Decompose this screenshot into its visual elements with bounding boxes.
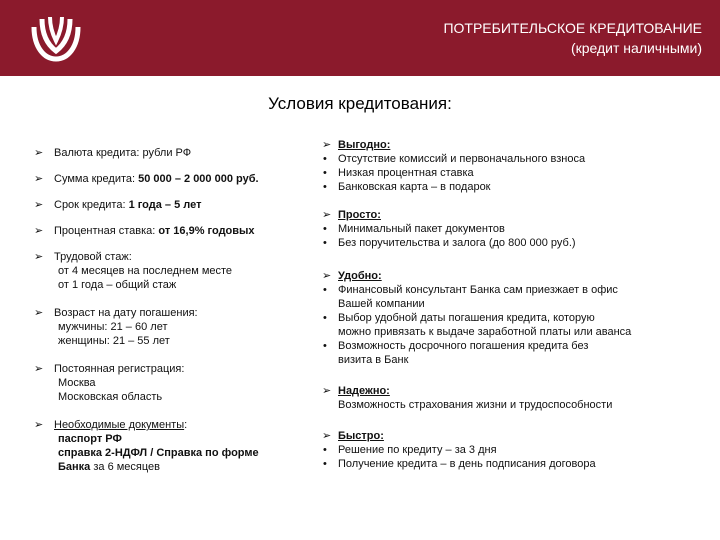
documents-period: за 6 месяцев: [90, 461, 161, 473]
reliable-section: [322, 384, 702, 412]
experience-item: [34, 250, 324, 292]
arrow-bullet-icon: ➢: [34, 173, 44, 185]
convenient-section: [322, 269, 702, 367]
age-title: Возраст на дату погашения:: [54, 307, 198, 319]
rate-item: [34, 224, 324, 238]
benefit-line: Низкая процентная ставка: [338, 167, 474, 179]
arrow-bullet-icon: ➢: [34, 147, 44, 159]
arrow-bullet-icon: ➢: [322, 209, 332, 221]
dot-bullet-icon: •: [323, 181, 327, 193]
simple-line: Минимальный пакет документов: [338, 223, 505, 235]
fast-section: [322, 429, 702, 471]
arrow-bullet-icon: ➢: [322, 270, 332, 282]
dot-bullet-icon: •: [323, 312, 327, 324]
reliable-line: Возможность страхования жизни и трудоспособности: [338, 399, 613, 411]
registration-item: [34, 362, 324, 404]
dot-bullet-icon: •: [323, 237, 327, 249]
benefit-line: Отсутствие комиссий и первоначального взноса: [338, 153, 586, 165]
arrow-bullet-icon: ➢: [34, 363, 44, 375]
dot-bullet-icon: •: [323, 340, 327, 352]
header-title-line1: ПОТРЕБИТЕЛЬСКОЕ КРЕДИТОВАНИЕ: [443, 20, 702, 36]
convenient-line: Выбор удобной даты погашения кредита, которую: [338, 312, 595, 324]
arrow-bullet-icon: ➢: [322, 139, 332, 151]
currency-text: Валюта кредита: рубли РФ: [54, 147, 192, 159]
documents-item: [34, 418, 324, 474]
documents-line: справка 2-НДФЛ / Справка по форме: [58, 447, 259, 459]
age-item: [34, 306, 324, 348]
convenient-line: визита в Банк: [338, 354, 409, 366]
dot-bullet-icon: •: [323, 444, 327, 456]
arrow-bullet-icon: ➢: [34, 419, 44, 431]
registration-title: Постоянная регистрация:: [54, 363, 185, 375]
benefit-title: Выгодно:: [338, 139, 391, 151]
simple-title: Просто:: [338, 209, 381, 221]
convenient-line: Возможность досрочного погашения кредита без: [338, 340, 589, 352]
header-title-line2: (кредит наличными): [570, 40, 702, 56]
amount-value: 50 000 – 2 000 000 руб.: [138, 173, 259, 185]
term-item: [34, 198, 324, 212]
bank-logo-icon: [30, 13, 82, 63]
experience-line: от 1 года – общий стаж: [58, 279, 177, 291]
reliable-title: Надежно:: [338, 385, 390, 397]
arrow-bullet-icon: ➢: [34, 225, 44, 237]
rate-label: Процентная ставка:: [54, 225, 159, 237]
header-banner: [0, 0, 720, 76]
fast-title: Быстро:: [338, 430, 384, 442]
convenient-title: Удобно:: [338, 270, 382, 282]
experience-line: от 4 месяцев на последнем месте: [58, 265, 233, 277]
arrow-bullet-icon: ➢: [34, 199, 44, 211]
right-column: [322, 138, 702, 471]
arrow-bullet-icon: ➢: [34, 251, 44, 263]
fast-line: Получение кредита – в день подписания договора: [338, 458, 596, 470]
term-value: 1 года – 5 лет: [128, 199, 202, 211]
fast-line: Решение по кредиту – за 3 дня: [338, 444, 497, 456]
arrow-bullet-icon: ➢: [322, 385, 332, 397]
simple-section: [322, 208, 702, 250]
amount-label: Сумма кредита:: [54, 173, 139, 185]
arrow-bullet-icon: ➢: [34, 307, 44, 319]
convenient-line: Финансовый консультант Банка сам приезжает в офис: [338, 284, 618, 296]
dot-bullet-icon: •: [323, 223, 327, 235]
benefit-section: [322, 138, 702, 194]
rate-value: от 16,9% годовых: [158, 225, 255, 237]
dot-bullet-icon: •: [323, 284, 327, 296]
documents-line: паспорт РФ: [58, 433, 122, 445]
experience-title: Трудовой стаж:: [54, 251, 132, 263]
dot-bullet-icon: •: [323, 153, 327, 165]
currency-item: [34, 146, 324, 160]
documents-colon: :: [184, 419, 188, 431]
documents-title: Необходимые документы: [54, 419, 185, 431]
amount-item: [34, 172, 324, 186]
benefit-line: Банковская карта – в подарок: [338, 181, 491, 193]
documents-bank: Банка: [58, 461, 91, 473]
arrow-bullet-icon: ➢: [322, 430, 332, 442]
term-label: Срок кредита:: [54, 199, 129, 211]
simple-line: Без поручительства и залога (до 800 000 руб.): [338, 237, 576, 249]
convenient-line: можно привязать к выдаче заработной платы или аванса: [338, 326, 632, 338]
left-column: [34, 146, 324, 474]
registration-line: Московская область: [58, 391, 163, 403]
dot-bullet-icon: •: [323, 458, 327, 470]
age-line: мужчины: 21 – 60 лет: [58, 321, 168, 333]
convenient-line: Вашей компании: [338, 298, 425, 310]
registration-line: Москва: [58, 377, 96, 389]
header-title: [443, 18, 702, 58]
page-title: Условия кредитования:: [268, 94, 452, 113]
dot-bullet-icon: •: [323, 167, 327, 179]
age-line: женщины: 21 – 55 лет: [58, 335, 170, 347]
